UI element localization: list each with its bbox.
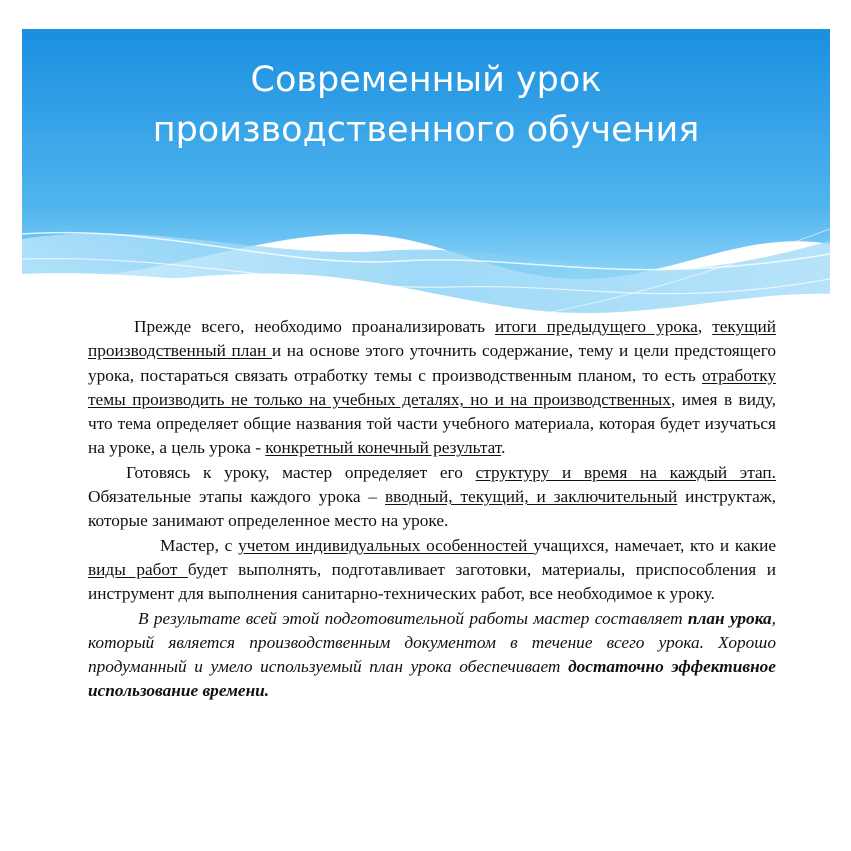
title-line-2: производственного обучения bbox=[152, 110, 700, 150]
p4-bold-1: план урока bbox=[687, 608, 772, 628]
p4-text-2: , который является производственным документом в течение всего урока. Хорошо продуманный и умело используемый план урока обеспечивает bbox=[88, 608, 776, 677]
p2-underlined-2: вводный, текущий, и заключительный bbox=[385, 487, 678, 507]
p1-underlined-2: текущий производственный план bbox=[88, 317, 777, 361]
paragraph-1 bbox=[88, 315, 776, 461]
title-line-1: Современный урок bbox=[250, 60, 602, 100]
p3-underlined-2: виды работ bbox=[88, 559, 188, 579]
slide-title bbox=[22, 55, 830, 155]
p4-text-1: В результате всей этой подготовительной работы мастер составляет bbox=[138, 608, 688, 628]
p1-underlined-4: конкретный конечный результат bbox=[265, 438, 502, 458]
p4-bold-2: достаточно эффективное использование времени. bbox=[88, 657, 776, 701]
p2-text-3: инструктаж, которые занимают определенное место на уроке. bbox=[88, 487, 776, 531]
p2-text-2: Обязательные этапы каждого урока – bbox=[88, 487, 385, 507]
paragraph-4 bbox=[88, 607, 776, 704]
slide-body bbox=[88, 315, 776, 704]
p1-underlined-3: отработку темы производить не только на учебных деталях, но и на производственных bbox=[88, 365, 776, 409]
p2-text-1: Готовясь к уроку, мастер определяет его bbox=[126, 462, 476, 482]
paragraph-3 bbox=[88, 534, 776, 607]
p1-text-3: и на основе этого уточнить содержание, тему и цели предстоящего урока, постараться связать отработку темы с производственным планом, то есть bbox=[88, 341, 776, 385]
p1-text-2: , bbox=[697, 317, 713, 336]
p1-text-1: Прежде всего, необходимо проанализировать bbox=[134, 317, 496, 336]
p3-text-2: учащихся, намечает, кто и какие bbox=[533, 535, 777, 555]
header-banner bbox=[22, 29, 830, 329]
p3-underlined-1: учетом индивидуальных особенностей bbox=[238, 535, 534, 555]
p1-text-4: , имея в виду, что тема определяет общие названия той части учебного материала, которая будет изучаться на уроке, а цель урока - bbox=[88, 389, 776, 458]
p1-underlined-1: итоги предыдущего урока bbox=[495, 317, 698, 336]
p3-text-1: Мастер, с bbox=[160, 535, 239, 555]
p1-text-5: . bbox=[501, 438, 506, 458]
paragraph-2 bbox=[88, 461, 776, 534]
p2-underlined-1: структуру и время на каждый этап. bbox=[475, 462, 776, 482]
p3-text-3: будет выполнять, подготавливает заготовки, материалы, приспособления и инструмент для выполнения санитарно-технических работ, все необходимое к уроку. bbox=[88, 559, 776, 604]
slide bbox=[22, 29, 830, 819]
